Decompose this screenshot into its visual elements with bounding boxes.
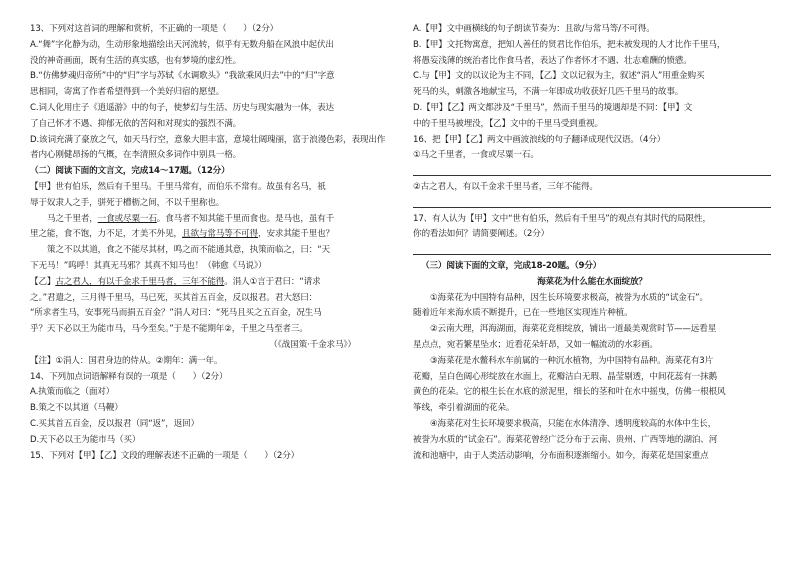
q15-stem: 15、下列对【甲】【乙】文段的理解表述不正确的一项是（ ）（2分） [30, 450, 300, 461]
q16-item-1: ①马之千里者，一食或尽粟一石。 [413, 150, 539, 161]
passage-jia-line: 马之千里者，一食或尽粟一石。食马者不知其能千里而食也。是马也，虽有千 [47, 213, 335, 224]
article-paragraph-line: 筝线，牵引着湖面的花朵。 [413, 403, 515, 414]
article-paragraph-line: 星点点，宛若繁星坠水；近看花朵轩昂，又如一幅流动的水彩画。 [413, 339, 658, 350]
article-title: 海菜花为什么能在水面绽放？ [537, 276, 647, 287]
passage-jia-line: 辱于奴隶人之手，骈死于槽枥之间，不以千里称也。 [30, 197, 225, 208]
q15-option-d-cont: 中的千里马被埋没，【乙】文中的千里马受到重视。 [413, 118, 603, 129]
article-paragraph-line: ④海菜花对生长环境要求极高，只能在水体清净、透明度较高的水体中生长， [430, 418, 717, 429]
q13-option-a: A.“舞”字化静为动，生动形象地描绘出天河流转，似乎有无数舟船在风浪中起伏出 [30, 39, 334, 50]
answer-line[interactable] [413, 196, 771, 212]
article-paragraph-line: 随着近年来海水质不断提升，已在一些地区实现连片种植。 [413, 308, 633, 319]
article-paragraph-line: 花瓣，呈白色阔心形绽放在水面上，花瓣洁白无瑕、晶莹剔透，中间花蕊有一抹鹅 [413, 371, 717, 382]
q13-stem: 13、下列对这首词的理解和赏析，不正确的一项是（ ）（2分） [30, 24, 279, 34]
article-paragraph-line: ②云南大理，洱海湖面，海菜花竞相绽放，铺出一道最美观赏时节——远看星 [430, 324, 717, 335]
q17-stem-cont: 你的看法如何？请简要阐述。（2分） [413, 229, 550, 240]
article-paragraph-line: 流和池塘中，由于人类活动影响，分布面积逐渐缩小。如今，海菜花是国家重点 [413, 450, 709, 461]
q15-option-c: C.与【甲】文的以议论为主不同，【乙】文以记叙为主，叙述“涓人”用重金购买 [413, 71, 705, 82]
q15-option-a: A.【甲】文中画横线的句子朗读节奏为：且欲/与常马等/不可得。 [413, 24, 655, 34]
q15-option-d: D.【甲】【乙】两文都涉及“千里马”，然而千里马的境遇却是不同：【甲】文 [413, 102, 693, 113]
passage-yi-line: 【乙】古之君人，有以千金求千里马者，三年不能得。涓人①言于君曰：“请求 [30, 276, 321, 287]
underlined-sentence: 且欲与常马等不可得 [182, 229, 258, 240]
q14-option-c: C.买其首五百金，反以报君（同“返”，返回） [30, 418, 200, 429]
passage-yi-line: 之。”君遣之，三月得千里马，马已死，买其首五百金，反以报君。君大怒曰： [30, 292, 318, 303]
section-3-title: （三）阅读下面的文章，完成18-20题。（9分） [421, 260, 602, 271]
q16-stem: 16、把【甲】【乙】两文中画波浪线的句子翻译成现代汉语。（4分） [413, 134, 666, 145]
q15-option-c-cont: 死马的头，刺激各地献宝马，不满一年即成功收获好几匹千里马的故事。 [413, 87, 684, 98]
q14-option-d: D.天下必以王为能市马（买） [30, 434, 141, 445]
q13-option-d-cont: 者内心刚健昂扬的气概，在李清照众多词作中别具一格。 [30, 150, 242, 161]
article-paragraph-line: 被誉为水质的“试金石”。海菜花曾经广泛分布于云南、贵州、广西等地的湖泊、河 [413, 434, 718, 445]
q16-item-2: ②古之君人，有以千金求千里马者，三年不能得。 [413, 181, 598, 192]
passage-yi-line: 乎？天下必以王为能市马，马今至矣。”于是不能期年②，千里之马至者三。 [30, 324, 308, 335]
passage-jia-line: 策之不以其道，食之不能尽其材，鸣之而不能通其意，执策而临之，曰：“天 [47, 245, 330, 256]
answer-line[interactable] [413, 243, 771, 259]
passage-jia-line: 里之能，食不饱，力不足，才美不外见，且欲与常马等不可得，安求其能千里也？ [30, 229, 334, 240]
article-paragraph-line: ③海菜花是水鳖科水车前属的一种沉水植物，为中国特有品种。海菜花有3片 [430, 355, 714, 366]
annotation-note: 【注】①涓人：国君身边的侍从。②期年：满一年。 [30, 355, 223, 366]
passage-yi-source: （《战国策·千金求马》） [269, 339, 356, 350]
passage-jia-line: 【甲】世有伯乐，然后有千里马。千里马常有，而伯乐不常有。故虽有名马，祇 [30, 181, 326, 192]
q15-option-b: B.【甲】文托物寓意，把知人善任的贤君比作伯乐，把未被发现的人才比作千里马， [413, 39, 726, 50]
section-2-title: （二）阅读下面的文言文，完成14～17题。（12分） [30, 166, 230, 177]
q13-option-b-cont: 思相同，寄寓了作者希望得到一个美好归宿的愿望。 [30, 87, 225, 98]
passage-jia-line: 下无马！”呜呼！其真无马邪？其真不知马也！（韩愈《马说》） [30, 260, 267, 271]
q13-option-c-cont: 了自己怀才不遇、抑郁无依的苦闷和对现实的强烈不满。 [30, 118, 242, 129]
wavy-underlined-sentence: 一食或尽粟一石 [97, 213, 157, 224]
right-column [413, 22, 771, 464]
left-column [30, 22, 396, 464]
q14-stem: 14、下列加点词语解释有误的一项是（ ）（2分） [30, 371, 228, 382]
q13-option-d: D.该词充满了豪放之气，如天马行空，意象大胆丰富，意境壮阔瑰丽，富于浪漫色彩，表现出作 [30, 134, 386, 145]
q15-option-b-cont: 将愚妄浅薄的统治者比作食马者，表达了作者怀才不遇、壮志难酬的愤懑。 [413, 55, 692, 66]
q14-option-b: B.策之不以其道（马鞭） [30, 403, 123, 414]
q14-option-a: A.执策而临之（面对） [30, 387, 115, 398]
q13-option-c: C.词人化用庄子《逍遥游》中的句子，使梦幻与生活、历史与现实融为一体，表达 [30, 102, 334, 113]
wavy-underlined-sentence: 古之君人，有以千金求千里马者，三年不能得 [55, 276, 225, 287]
article-paragraph-line: ①海菜花为中国特有品种，因生长环境要求极高，被誉为水质的“试金石”。 [430, 292, 708, 303]
article-paragraph-line: 黄色的花朵。它的根生长在水底的淤泥里，细长的茎和叶在水中摇曳，仿佛一根根风 [413, 387, 726, 398]
q13-option-b: B.“仿佛梦魂归帝所”中的“归”字与苏轼《水调歌头》“我欲乘风归去”中的“归”字意 [30, 71, 335, 82]
q17-stem: 17、有人认为【甲】文中“世有伯乐，然后有千里马”的观点有其时代的局限性， [413, 213, 711, 224]
q13-option-a-cont: 没的神奇画面，既有生活的真实感，也有梦境的虚幻性。 [30, 55, 242, 66]
passage-yi-line: “所求者生马，安事死马而捐五百金？”涓人对曰：“死马且买之五百金，况生马 [30, 308, 322, 319]
answer-line[interactable] [413, 164, 771, 180]
